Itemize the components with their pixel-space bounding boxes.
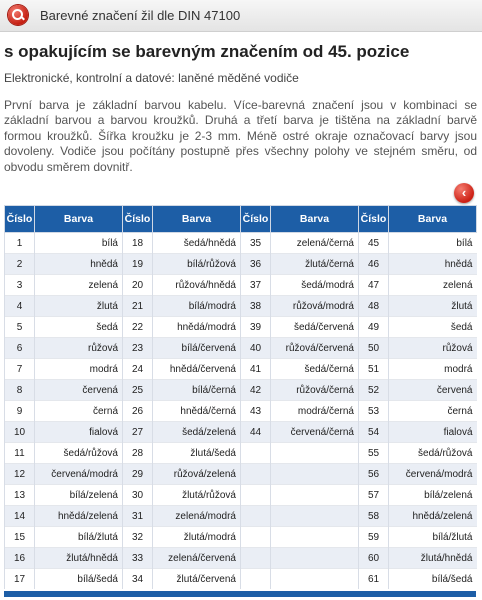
wire-color: žlutá [35, 296, 123, 317]
wire-color: žlutá/hnědá [35, 548, 123, 569]
wire-color: šedá/hnědá [153, 233, 241, 254]
back-button[interactable] [454, 183, 474, 203]
search-icon[interactable] [8, 5, 28, 25]
wire-color: bílá/zelená [389, 485, 477, 506]
wire-number: 5 [5, 317, 35, 338]
wire-color: zelená/červená [153, 548, 241, 569]
wire-color [271, 548, 359, 569]
wire-color: žlutá [389, 296, 477, 317]
wire-number: 6 [5, 338, 35, 359]
wire-color: modrá [35, 359, 123, 380]
color-code-table [4, 205, 477, 589]
wire-number: 22 [123, 317, 153, 338]
table-row [5, 296, 477, 317]
wire-number: 30 [123, 485, 153, 506]
wire-number: 55 [359, 443, 389, 464]
wire-number: 52 [359, 380, 389, 401]
intro-paragraph: První barva je základní barvou kabelu. Více-barevná značení jsou v kombinaci se základní barvou a barvou kroužků. Druhá a třetí barva je tištěna na základní barvě formou kroužků. Šířka kroužku je 2-3 mm. Méně ostré okraje označovací barvy jsou dovoleny. Vodiče jsou počítány postupně přes všechny polohy ve stejném směru, od obvodu směrem dovnitř. [4, 98, 477, 174]
wire-color: růžová [35, 338, 123, 359]
table-row [5, 359, 477, 380]
wire-color: šedá/růžová [35, 443, 123, 464]
wire-number: 26 [123, 401, 153, 422]
wire-number: 9 [5, 401, 35, 422]
wire-number: 16 [5, 548, 35, 569]
wire-number [241, 485, 271, 506]
wire-color [271, 506, 359, 527]
wire-color: červená [35, 380, 123, 401]
wire-color: růžová/modrá [271, 296, 359, 317]
wire-number: 48 [359, 296, 389, 317]
wire-number: 58 [359, 506, 389, 527]
wire-color: zelená/černá [271, 233, 359, 254]
wire-number: 11 [5, 443, 35, 464]
wire-color [271, 464, 359, 485]
wire-number: 20 [123, 275, 153, 296]
wire-color: červená [389, 380, 477, 401]
wire-number: 46 [359, 254, 389, 275]
column-header-number: Číslo [123, 206, 153, 233]
wire-color [271, 443, 359, 464]
column-header-color: Barva [153, 206, 241, 233]
wire-number: 50 [359, 338, 389, 359]
wire-number: 25 [123, 380, 153, 401]
wire-color: zelená/modrá [153, 506, 241, 527]
column-header-number: Číslo [359, 206, 389, 233]
wire-color: bílá [389, 233, 477, 254]
wire-color: hnědá/zelená [35, 506, 123, 527]
wire-color: hnědá/modrá [153, 317, 241, 338]
wire-number: 31 [123, 506, 153, 527]
wire-number: 15 [5, 527, 35, 548]
wire-number: 37 [241, 275, 271, 296]
wire-number: 40 [241, 338, 271, 359]
wire-color: červená/černá [271, 422, 359, 443]
page-header [0, 0, 482, 32]
wire-number: 53 [359, 401, 389, 422]
wire-number [241, 527, 271, 548]
wire-number: 13 [5, 485, 35, 506]
wire-color [271, 527, 359, 548]
wire-number [241, 464, 271, 485]
wire-color: fialová [389, 422, 477, 443]
wire-color: šedá [389, 317, 477, 338]
wire-color: hnědá/červená [153, 359, 241, 380]
wire-number: 36 [241, 254, 271, 275]
wire-number [241, 569, 271, 590]
wire-color: červená/modrá [389, 464, 477, 485]
table-footer-bar [4, 591, 476, 597]
wire-color: bílá/modrá [153, 296, 241, 317]
table-row [5, 401, 477, 422]
wire-number: 33 [123, 548, 153, 569]
wire-color: žlutá/šedá [153, 443, 241, 464]
wire-number: 61 [359, 569, 389, 590]
table-row [5, 527, 477, 548]
wire-number: 21 [123, 296, 153, 317]
wire-color: bílá [35, 233, 123, 254]
wire-number: 59 [359, 527, 389, 548]
wire-number: 43 [241, 401, 271, 422]
wire-number: 60 [359, 548, 389, 569]
column-header-number: Číslo [5, 206, 35, 233]
wire-number: 41 [241, 359, 271, 380]
table-row [5, 443, 477, 464]
wire-color: růžová/zelená [153, 464, 241, 485]
wire-number: 18 [123, 233, 153, 254]
column-header-color: Barva [35, 206, 123, 233]
wire-color: hnědá/zelená [389, 506, 477, 527]
wire-number: 32 [123, 527, 153, 548]
wire-number: 23 [123, 338, 153, 359]
page-subtitle: s opakujícím se barevným značením od 45. pozice [4, 42, 410, 61]
page-description: Elektronické, kontrolní a datové: laněné měděné vodiče [4, 71, 299, 85]
wire-number: 24 [123, 359, 153, 380]
wire-color: žlutá/hnědá [389, 548, 477, 569]
wire-color: bílá/červená [153, 338, 241, 359]
wire-number: 47 [359, 275, 389, 296]
wire-color: modrá [389, 359, 477, 380]
wire-color: žlutá/růžová [153, 485, 241, 506]
wire-color: růžová/černá [271, 380, 359, 401]
wire-number: 7 [5, 359, 35, 380]
chevron-left-icon: ‹ [461, 185, 467, 200]
wire-color: bílá/zelená [35, 485, 123, 506]
table-row [5, 548, 477, 569]
wire-color: bílá/žlutá [389, 527, 477, 548]
table-row [5, 233, 477, 254]
wire-color: modrá/černá [271, 401, 359, 422]
wire-number [241, 506, 271, 527]
wire-number: 12 [5, 464, 35, 485]
wire-number: 14 [5, 506, 35, 527]
wire-color: šedá/modrá [271, 275, 359, 296]
wire-color [271, 569, 359, 590]
wire-color: zelená [35, 275, 123, 296]
wire-color: šedá/červená [271, 317, 359, 338]
wire-number: 44 [241, 422, 271, 443]
wire-number: 54 [359, 422, 389, 443]
table-row [5, 506, 477, 527]
wire-color [271, 485, 359, 506]
wire-color: žlutá/černá [271, 254, 359, 275]
table-row [5, 275, 477, 296]
wire-color: růžová/hnědá [153, 275, 241, 296]
wire-number: 57 [359, 485, 389, 506]
table-row [5, 485, 477, 506]
wire-number: 45 [359, 233, 389, 254]
wire-color: hnědá [389, 254, 477, 275]
wire-color: bílá/růžová [153, 254, 241, 275]
wire-color: červená/modrá [35, 464, 123, 485]
wire-color: hnědá [35, 254, 123, 275]
wire-number: 27 [123, 422, 153, 443]
wire-color: fialová [35, 422, 123, 443]
wire-color: růžová [389, 338, 477, 359]
wire-number: 42 [241, 380, 271, 401]
table-row [5, 464, 477, 485]
wire-number: 35 [241, 233, 271, 254]
table-row [5, 338, 477, 359]
table-row [5, 422, 477, 443]
table-row [5, 254, 477, 275]
wire-number: 17 [5, 569, 35, 590]
column-header-color: Barva [389, 206, 477, 233]
header-title: Barevné značení žil dle DIN 47100 [40, 8, 241, 23]
wire-number: 4 [5, 296, 35, 317]
wire-number: 34 [123, 569, 153, 590]
wire-color: zelená [389, 275, 477, 296]
wire-number: 28 [123, 443, 153, 464]
wire-color: šedá/růžová [389, 443, 477, 464]
wire-number: 56 [359, 464, 389, 485]
wire-color: žlutá/modrá [153, 527, 241, 548]
wire-color: hnědá/černá [153, 401, 241, 422]
wire-number: 10 [5, 422, 35, 443]
column-header-number: Číslo [241, 206, 271, 233]
wire-number: 29 [123, 464, 153, 485]
wire-color: bílá/žlutá [35, 527, 123, 548]
wire-number: 51 [359, 359, 389, 380]
wire-number: 38 [241, 296, 271, 317]
table-row [5, 317, 477, 338]
wire-number: 2 [5, 254, 35, 275]
column-header-color: Barva [271, 206, 359, 233]
wire-color: černá [35, 401, 123, 422]
wire-number [241, 548, 271, 569]
wire-color: černá [389, 401, 477, 422]
wire-color: bílá/černá [153, 380, 241, 401]
table-row [5, 569, 477, 590]
wire-number: 3 [5, 275, 35, 296]
table-row [5, 380, 477, 401]
wire-number: 49 [359, 317, 389, 338]
wire-color: žlutá/červená [153, 569, 241, 590]
wire-number [241, 443, 271, 464]
wire-number: 39 [241, 317, 271, 338]
table-header-row [5, 206, 477, 233]
wire-color: bílá/šedá [389, 569, 477, 590]
wire-number: 19 [123, 254, 153, 275]
wire-color: růžová/červená [271, 338, 359, 359]
wire-number: 1 [5, 233, 35, 254]
wire-color: šedá/zelená [153, 422, 241, 443]
wire-color: šedá/černá [271, 359, 359, 380]
wire-color: šedá [35, 317, 123, 338]
wire-number: 8 [5, 380, 35, 401]
wire-color: bílá/šedá [35, 569, 123, 590]
